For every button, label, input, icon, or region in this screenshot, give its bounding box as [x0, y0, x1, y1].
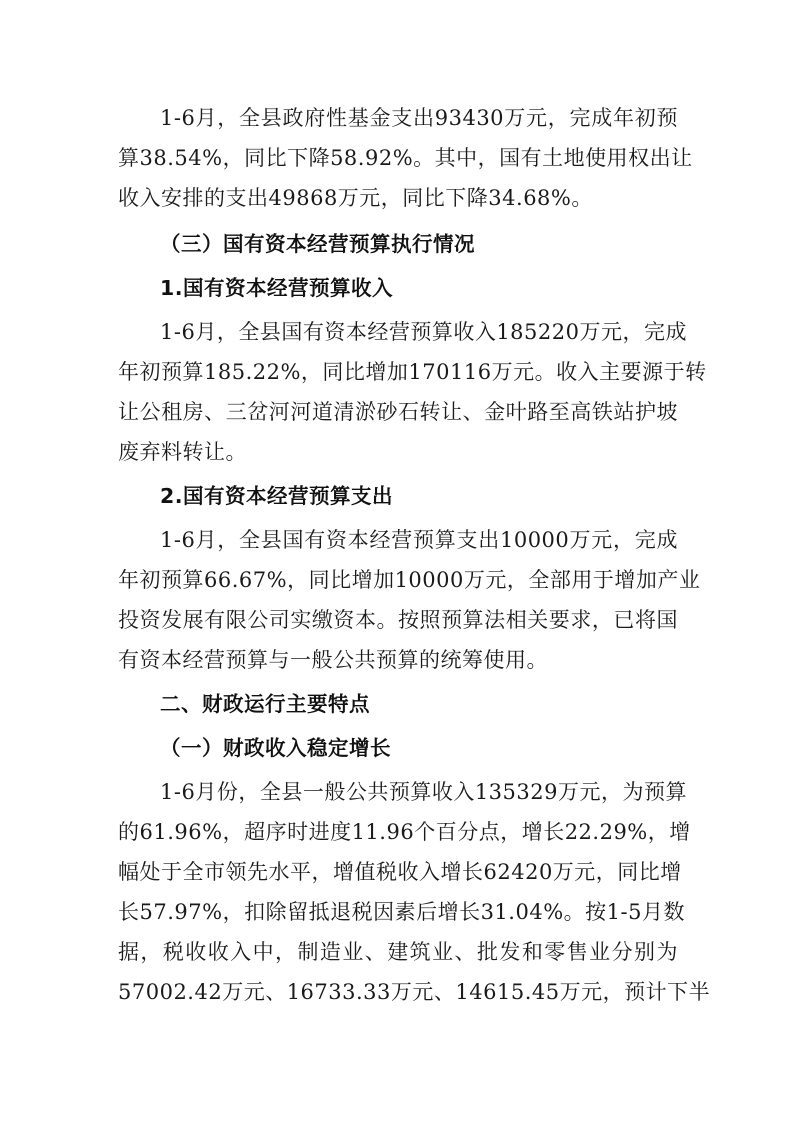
paragraph-line: 的61.96%，超序时进度11.96个百分点，增长22.29%，增 [118, 820, 691, 844]
chapter-heading: 二、财政运行主要特点 [160, 692, 370, 716]
section-heading: （三）国有资本经营预算执行情况 [160, 232, 475, 256]
paragraph-line: 1-6月份，全县一般公共预算收入135329万元，为预算 [160, 780, 687, 804]
paragraph-line: 算38.54%，同比下降58.92%。其中，国有土地使用权出让 [118, 146, 693, 170]
paragraph-line: 据，税收收入中，制造业、建筑业、批发和零售业分别为 [118, 940, 678, 964]
paragraph-line: 废弃料转让。 [118, 440, 247, 464]
paragraph-line: 年初预算185.22%，同比增加170116万元。收入主要源于转 [118, 360, 707, 384]
paragraph-line: 年初预算66.67%，同比增加10000万元，全部用于增加产业 [118, 568, 701, 592]
paragraph-line: 57002.42万元、16733.33万元、14615.45万元，预计下半 [118, 980, 711, 1004]
paragraph-line: 1-6月，全县国有资本经营预算支出10000万元，完成 [160, 528, 678, 552]
paragraph-line: 有资本经营预算与一般公共预算的统筹使用。 [118, 648, 548, 672]
paragraph-line: 投资发展有限公司实缴资本。按照预算法相关要求，已将国 [118, 608, 678, 632]
paragraph-line: 让公租房、三岔河河道清淤砂石转让、金叶路至高铁站护坡 [118, 400, 678, 424]
paragraph-line: 长57.97%，扣除留抵退税因素后增长31.04%。按1-5月数 [118, 900, 685, 924]
subsection-heading: 2.国有资本经营预算支出 [160, 484, 394, 508]
paragraph-line: 幅处于全市领先水平，增值税收入增长62420万元，同比增 [118, 860, 682, 884]
paragraph-line: 1-6月，全县国有资本经营预算收入185220万元，完成 [160, 320, 687, 344]
paragraph-line: 1-6月，全县政府性基金支出93430万元，完成年初预 [160, 106, 678, 130]
paragraph-line: 收入安排的支出49868万元，同比下降34.68%。 [118, 186, 593, 210]
subsection-heading: 1.国有资本经营预算收入 [160, 276, 394, 300]
section-heading: （一）财政收入稳定增长 [160, 736, 391, 760]
